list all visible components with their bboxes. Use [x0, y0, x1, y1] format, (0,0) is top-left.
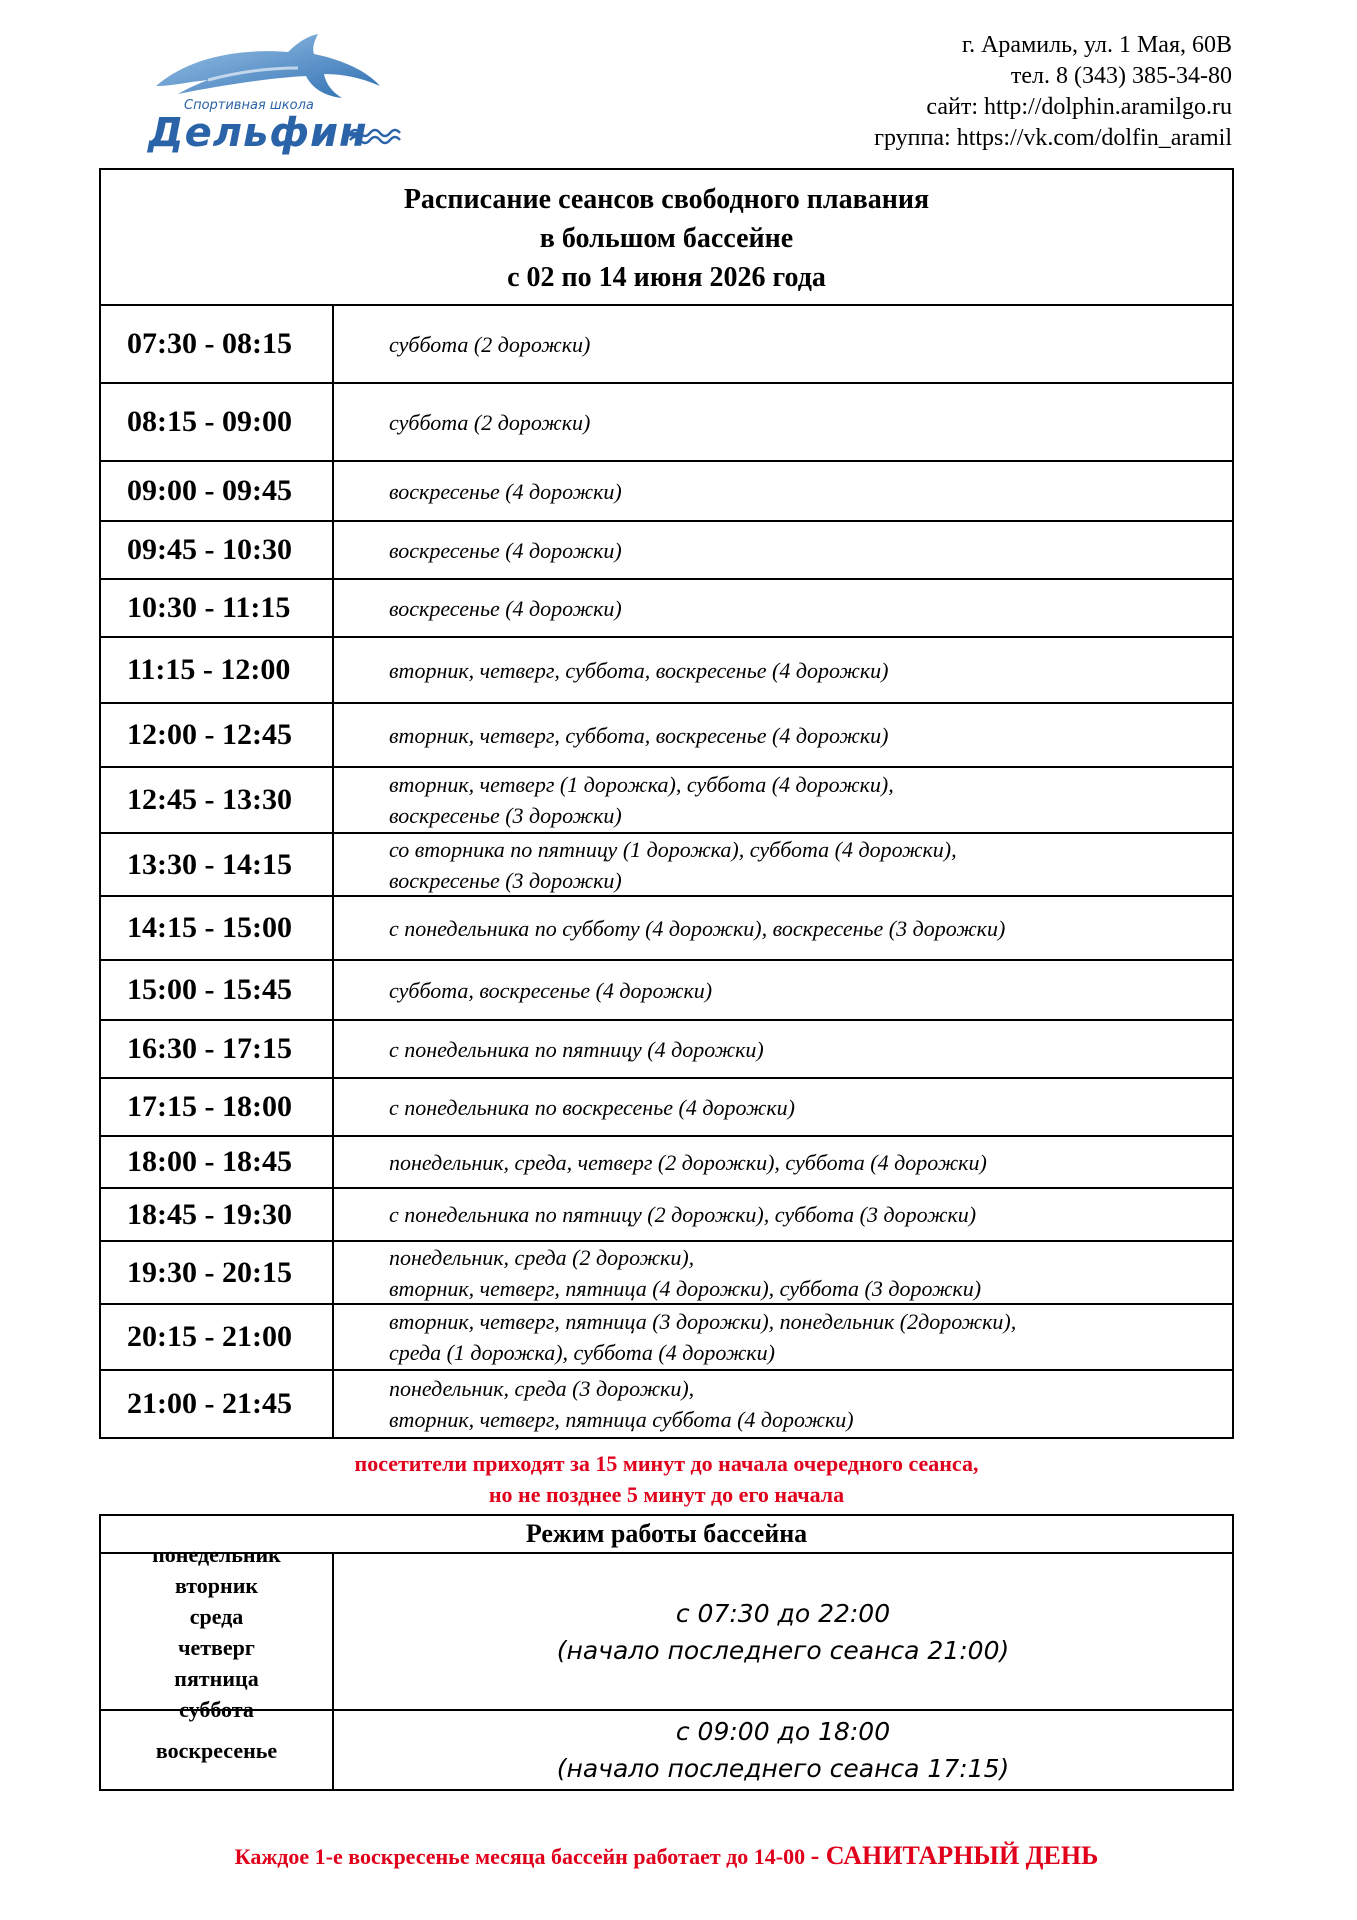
- sunday-time: с 09:00 до 18:00: [675, 1717, 891, 1746]
- session-days: воскресенье (4 дорожки): [389, 478, 622, 504]
- schedule-row: [101, 1137, 1232, 1189]
- arrival-note: [99, 1448, 1234, 1510]
- schedule-row: [101, 1371, 1232, 1437]
- schedule-row: [101, 1305, 1232, 1371]
- hours-title: Режим работы бассейна: [101, 1516, 1232, 1554]
- schedule-row: [101, 834, 1232, 897]
- logo-caption: Спортивная школа: [184, 98, 314, 113]
- schedule-row: [101, 522, 1232, 580]
- waves-icon: [348, 125, 408, 145]
- schedule-row: [101, 1189, 1232, 1242]
- session-time: 11:15 - 12:00: [101, 638, 334, 702]
- logo-name: Дельфин: [148, 110, 368, 156]
- schedule-row: [101, 1079, 1232, 1137]
- title-line-2: в большом бассейне: [539, 223, 794, 254]
- weekday-label: четверг: [178, 1634, 255, 1660]
- weekday-label: пятница: [174, 1665, 259, 1691]
- schedule-row: [101, 462, 1232, 522]
- session-days: понедельник, среда, четверг (2 дорожки), суббота (4 дорожки): [389, 1149, 987, 1175]
- schedule-row: [101, 961, 1232, 1021]
- note-line-2: но не позднее 5 минут до его начала: [488, 1482, 845, 1507]
- weekdays-hours: [334, 1554, 1232, 1709]
- session-days: воскресенье (4 дорожки): [389, 537, 622, 563]
- group-link[interactable]: группа: https://vk.com/dolfin_aramil: [874, 125, 1232, 151]
- session-days: со вторника по пятницу (1 дорожка), суббота (4 дорожки), воскресенье (3 дорожки): [389, 836, 957, 893]
- sunday-hours: [334, 1711, 1232, 1789]
- schedule-row: [101, 704, 1232, 768]
- footer-highlight: - САНИТАРНЫЙ ДЕНЬ: [810, 1841, 1099, 1870]
- session-days: вторник, четверг, суббота, воскресенье (4 дорожки): [389, 722, 889, 748]
- session-time: 14:15 - 15:00: [101, 897, 334, 959]
- session-days: вторник, четверг, пятница (3 дорожки), понедельник (2дорожки), среда (1 дорожка), суббота (4 дорожки): [389, 1309, 1017, 1365]
- sunday-last-session: (начало последнего сеанса 17:15): [556, 1754, 1010, 1783]
- title-line-3: с 02 по 14 июня 2026 года: [507, 262, 826, 293]
- weekday-label: среда: [189, 1603, 244, 1629]
- session-time: 15:00 - 15:45: [101, 961, 334, 1019]
- session-days: вторник, четверг, суббота, воскресенье (4 дорожки): [389, 657, 889, 683]
- schedule-row: [101, 306, 1232, 384]
- note-line-1: посетители приходят за 15 минут до начала очередного сеанса,: [354, 1451, 979, 1476]
- session-time: 19:30 - 20:15: [101, 1242, 334, 1303]
- address: г. Арамиль, ул. 1 Мая, 60В: [961, 32, 1232, 58]
- session-time: 13:30 - 14:15: [101, 834, 334, 895]
- site-link[interactable]: сайт: http://dolphin.aramilgo.ru: [926, 94, 1232, 120]
- session-time: 09:45 - 10:30: [101, 522, 334, 578]
- session-days: с понедельника по воскресенье (4 дорожки): [389, 1094, 795, 1120]
- weekday-label: вторник: [174, 1572, 259, 1598]
- title-line-1: Расписание сеансов свободного плавания: [403, 184, 930, 215]
- weekdays-list: [101, 1541, 334, 1722]
- schedule-row: [101, 1242, 1232, 1305]
- session-time: 20:15 - 21:00: [101, 1305, 334, 1369]
- hours-row-weekdays: [101, 1541, 1232, 1722]
- hours-table: [99, 1514, 1234, 1791]
- session-time: 16:30 - 17:15: [101, 1021, 334, 1077]
- sanitary-day-note: [99, 1841, 1234, 1871]
- schedule-rows: [101, 306, 1232, 1437]
- weekday-label: понедельник: [152, 1541, 281, 1567]
- session-time: 12:00 - 12:45: [101, 704, 334, 766]
- weekdays-last-session: (начало последнего сеанса 21:00): [556, 1635, 1010, 1665]
- session-days: с понедельника по пятницу (4 дорожки): [389, 1036, 764, 1062]
- hours-row-sunday: [101, 1709, 1232, 1789]
- schedule-row: [101, 897, 1232, 961]
- schedule-row: [101, 638, 1232, 704]
- schedule-title: [101, 170, 1232, 306]
- session-days: суббота (2 дорожки): [389, 409, 591, 435]
- session-days: понедельник, среда (3 дорожки), вторник, четверг, пятница суббота (4 дорожки): [389, 1376, 854, 1432]
- session-time: 21:00 - 21:45: [101, 1371, 334, 1437]
- schedule-row: [101, 384, 1232, 462]
- session-days: понедельник, среда (2 дорожки), вторник, четверг, пятница (4 дорожки), суббота (3 дорожки): [389, 1244, 982, 1301]
- schedule-table: [99, 168, 1234, 1439]
- logo: [148, 28, 408, 158]
- session-time: 12:45 - 13:30: [101, 768, 334, 832]
- session-time: 18:45 - 19:30: [101, 1189, 334, 1240]
- session-days: с понедельника по пятницу (2 дорожки), суббота (3 дорожки): [389, 1202, 977, 1227]
- session-time: 18:00 - 18:45: [101, 1137, 334, 1187]
- session-days: вторник, четверг (1 дорожка), суббота (4 дорожки), воскресенье (3 дорожки): [389, 772, 894, 828]
- weekday-label: суббота: [179, 1696, 254, 1722]
- session-days: с понедельника по субботу (4 дорожки), воскресенье (3 дорожки): [389, 915, 1006, 941]
- contacts: [874, 30, 1232, 154]
- session-time: 17:15 - 18:00: [101, 1079, 334, 1135]
- schedule-row: [101, 1021, 1232, 1079]
- session-time: 07:30 - 08:15: [101, 306, 334, 382]
- weekdays-time: с 07:30 до 22:00: [675, 1598, 891, 1628]
- phone: тел. 8 (343) 385-34-80: [1010, 63, 1232, 89]
- sunday-label: воскресенье: [101, 1711, 334, 1789]
- session-time: 09:00 - 09:45: [101, 462, 334, 520]
- dolphin-logo-icon: [148, 28, 408, 108]
- session-days: суббота (2 дорожки): [389, 331, 591, 357]
- session-time: 08:15 - 09:00: [101, 384, 334, 460]
- session-time: 10:30 - 11:15: [101, 580, 334, 636]
- footer-text: Каждое 1-е воскресенье месяца бассейн работает до 14-00: [234, 1844, 811, 1869]
- session-days: суббота, воскресенье (4 дорожки): [389, 977, 713, 1003]
- schedule-row: [101, 580, 1232, 638]
- schedule-row: [101, 768, 1232, 834]
- session-days: воскресенье (4 дорожки): [389, 595, 622, 621]
